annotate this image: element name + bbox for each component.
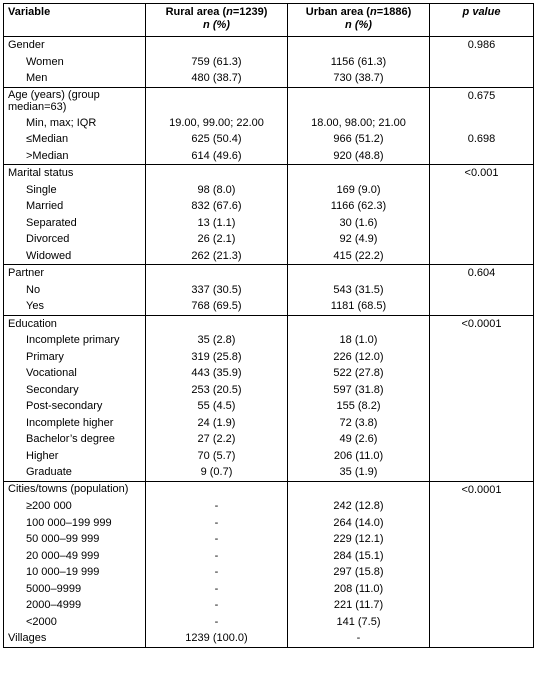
row-label: Married [4, 198, 146, 215]
table-group [4, 87, 534, 165]
row-label: Min, max; IQR [4, 115, 146, 132]
table-row [4, 564, 534, 581]
row-urban-value: 229 (12.1) [288, 531, 430, 548]
table-row [4, 349, 534, 366]
row-label: Incomplete primary [4, 332, 146, 349]
group-pvalue: <0.0001 [430, 481, 534, 498]
row-pvalue [430, 115, 534, 132]
group-urban-cell [288, 315, 430, 332]
group-label: Age (years) (group median=63) [4, 87, 146, 115]
group-rural-cell [146, 37, 288, 54]
group-pvalue: 0.986 [430, 37, 534, 54]
table-header [4, 4, 534, 37]
table-row [4, 332, 534, 349]
table-row [4, 70, 534, 87]
row-pvalue [430, 198, 534, 215]
table-row [4, 54, 534, 71]
table-row [4, 398, 534, 415]
row-urban-value: 18 (1.0) [288, 332, 430, 349]
table-row [4, 581, 534, 598]
table-row [4, 531, 534, 548]
row-pvalue [430, 581, 534, 598]
row-pvalue [430, 564, 534, 581]
row-urban-value: 221 (11.7) [288, 597, 430, 614]
group-pvalue: <0.0001 [430, 315, 534, 332]
header-urban [288, 4, 430, 37]
table-row [4, 548, 534, 565]
comparison-table [3, 3, 534, 648]
row-urban-value: 1181 (68.5) [288, 298, 430, 315]
table-row [4, 298, 534, 315]
row-pvalue [430, 448, 534, 465]
row-pvalue [430, 365, 534, 382]
row-pvalue [430, 464, 534, 481]
row-pvalue [430, 398, 534, 415]
table-row-tail [4, 630, 534, 647]
row-rural-value: 614 (49.6) [146, 148, 288, 165]
header-variable: Variable [4, 4, 146, 37]
row-label: Post-secondary [4, 398, 146, 415]
group-header-row [4, 87, 534, 115]
group-header-row [4, 481, 534, 498]
row-pvalue [430, 282, 534, 299]
table-row [4, 415, 534, 432]
row-label: Secondary [4, 382, 146, 399]
row-label: Widowed [4, 248, 146, 265]
row-rural-value: 319 (25.8) [146, 349, 288, 366]
row-urban-value: 242 (12.8) [288, 498, 430, 515]
table-row [4, 614, 534, 631]
group-rural-cell [146, 265, 288, 282]
table-row [4, 597, 534, 614]
row-label: 20 000–49 999 [4, 548, 146, 565]
group-pvalue: 0.604 [430, 265, 534, 282]
group-label: Gender [4, 37, 146, 54]
row-pvalue [430, 382, 534, 399]
group-urban-cell [288, 265, 430, 282]
row-rural-value: 1239 (100.0) [146, 630, 288, 647]
table-row [4, 248, 534, 265]
row-urban-value: 966 (51.2) [288, 131, 430, 148]
row-rural-value: - [146, 498, 288, 515]
row-urban-value: 35 (1.9) [288, 464, 430, 481]
group-pvalue: 0.675 [430, 87, 534, 115]
header-urban-title: Urban area (n=1886) [305, 6, 412, 18]
row-label: Divorced [4, 231, 146, 248]
row-label: 50 000–99 999 [4, 531, 146, 548]
row-pvalue [430, 215, 534, 232]
row-urban-value: 141 (7.5) [288, 614, 430, 631]
row-pvalue [430, 148, 534, 165]
row-urban-value: 49 (2.6) [288, 431, 430, 448]
row-label: Bachelor’s degree [4, 431, 146, 448]
row-label: >Median [4, 148, 146, 165]
row-pvalue [430, 182, 534, 199]
row-label: Graduate [4, 464, 146, 481]
row-rural-value: 443 (35.9) [146, 365, 288, 382]
row-pvalue [430, 548, 534, 565]
row-rural-value: 480 (38.7) [146, 70, 288, 87]
row-pvalue [430, 415, 534, 432]
row-pvalue [430, 248, 534, 265]
row-label: No [4, 282, 146, 299]
group-urban-cell [288, 37, 430, 54]
group-header-row [4, 37, 534, 54]
table-row [4, 464, 534, 481]
table-row [4, 431, 534, 448]
row-label: Primary [4, 349, 146, 366]
row-pvalue [430, 332, 534, 349]
row-urban-value: 226 (12.0) [288, 349, 430, 366]
table-group [4, 37, 534, 88]
row-pvalue [430, 531, 534, 548]
row-label: Single [4, 182, 146, 199]
row-pvalue [430, 597, 534, 614]
group-rural-cell [146, 87, 288, 115]
row-label: Vocational [4, 365, 146, 382]
row-pvalue [430, 498, 534, 515]
row-rural-value: 27 (2.2) [146, 431, 288, 448]
row-rural-value: - [146, 515, 288, 532]
row-urban-value: 264 (14.0) [288, 515, 430, 532]
row-rural-value: 253 (20.5) [146, 382, 288, 399]
row-pvalue [430, 298, 534, 315]
row-pvalue: 0.698 [430, 131, 534, 148]
row-label: 5000–9999 [4, 581, 146, 598]
group-label: Cities/towns (population) [4, 481, 146, 498]
data-table-container [3, 3, 533, 648]
table-group [4, 265, 534, 316]
row-rural-value: - [146, 564, 288, 581]
row-urban-value: 208 (11.0) [288, 581, 430, 598]
row-rural-value: 35 (2.8) [146, 332, 288, 349]
row-rural-value: 98 (8.0) [146, 182, 288, 199]
row-label: ≤Median [4, 131, 146, 148]
row-urban-value: 206 (11.0) [288, 448, 430, 465]
row-urban-value: 18.00, 98.00; 21.00 [288, 115, 430, 132]
header-rural-title: Rural area (n=1239) [165, 6, 268, 18]
table-row [4, 382, 534, 399]
row-label: Villages [4, 630, 146, 647]
row-rural-value: 19.00, 99.00; 22.00 [146, 115, 288, 132]
row-label: <2000 [4, 614, 146, 631]
row-urban-value: - [288, 630, 430, 647]
row-label: ≥200 000 [4, 498, 146, 515]
row-urban-value: 522 (27.8) [288, 365, 430, 382]
row-urban-value: 92 (4.9) [288, 231, 430, 248]
row-rural-value: 55 (4.5) [146, 398, 288, 415]
row-rural-value: 768 (69.5) [146, 298, 288, 315]
row-urban-value: 1156 (61.3) [288, 54, 430, 71]
group-pvalue: <0.001 [430, 165, 534, 182]
row-urban-value: 920 (48.8) [288, 148, 430, 165]
row-pvalue [430, 231, 534, 248]
row-label: 2000–4999 [4, 597, 146, 614]
group-rural-cell [146, 165, 288, 182]
row-pvalue [430, 515, 534, 532]
row-rural-value: 832 (67.6) [146, 198, 288, 215]
row-urban-value: 730 (38.7) [288, 70, 430, 87]
table-row [4, 448, 534, 465]
row-urban-value: 543 (31.5) [288, 282, 430, 299]
row-rural-value: - [146, 614, 288, 631]
row-rural-value: 625 (50.4) [146, 131, 288, 148]
row-urban-value: 1166 (62.3) [288, 198, 430, 215]
header-row [4, 4, 534, 37]
table-row [4, 231, 534, 248]
table-row [4, 515, 534, 532]
header-rural [146, 4, 288, 37]
row-urban-value: 597 (31.8) [288, 382, 430, 399]
row-urban-value: 155 (8.2) [288, 398, 430, 415]
row-urban-value: 297 (15.8) [288, 564, 430, 581]
row-urban-value: 284 (15.1) [288, 548, 430, 565]
row-rural-value: - [146, 581, 288, 598]
group-urban-cell [288, 481, 430, 498]
row-label: Separated [4, 215, 146, 232]
table-row [4, 115, 534, 132]
row-urban-value: 415 (22.2) [288, 248, 430, 265]
row-rural-value: 759 (61.3) [146, 54, 288, 71]
row-label: Higher [4, 448, 146, 465]
group-label: Partner [4, 265, 146, 282]
row-label: Women [4, 54, 146, 71]
table-group [4, 481, 534, 647]
row-label: Yes [4, 298, 146, 315]
row-pvalue [430, 54, 534, 71]
row-label: 100 000–199 999 [4, 515, 146, 532]
table-row [4, 215, 534, 232]
table-row [4, 131, 534, 148]
row-label: Incomplete higher [4, 415, 146, 432]
table-row [4, 182, 534, 199]
group-label: Education [4, 315, 146, 332]
row-rural-value: - [146, 597, 288, 614]
group-header-row [4, 315, 534, 332]
row-pvalue [430, 431, 534, 448]
table-row [4, 365, 534, 382]
row-pvalue [430, 614, 534, 631]
header-pvalue: p value [430, 4, 534, 37]
row-pvalue [430, 349, 534, 366]
row-label: Men [4, 70, 146, 87]
table-group [4, 315, 534, 481]
row-pvalue [430, 630, 534, 647]
row-rural-value: 337 (30.5) [146, 282, 288, 299]
row-pvalue [430, 70, 534, 87]
header-rural-sub: n (%) [203, 19, 230, 31]
row-rural-value: - [146, 548, 288, 565]
row-rural-value: 70 (5.7) [146, 448, 288, 465]
row-urban-value: 169 (9.0) [288, 182, 430, 199]
row-urban-value: 30 (1.6) [288, 215, 430, 232]
table-group [4, 165, 534, 265]
row-label: 10 000–19 999 [4, 564, 146, 581]
row-rural-value: 26 (2.1) [146, 231, 288, 248]
table-row [4, 282, 534, 299]
group-urban-cell [288, 165, 430, 182]
row-urban-value: 72 (3.8) [288, 415, 430, 432]
row-rural-value: - [146, 531, 288, 548]
row-rural-value: 13 (1.1) [146, 215, 288, 232]
header-urban-sub: n (%) [345, 19, 372, 31]
row-rural-value: 262 (21.3) [146, 248, 288, 265]
group-header-row [4, 265, 534, 282]
row-rural-value: 9 (0.7) [146, 464, 288, 481]
table-row [4, 198, 534, 215]
group-label: Marital status [4, 165, 146, 182]
table-row [4, 498, 534, 515]
group-urban-cell [288, 87, 430, 115]
group-rural-cell [146, 481, 288, 498]
row-rural-value: 24 (1.9) [146, 415, 288, 432]
group-rural-cell [146, 315, 288, 332]
table-row [4, 148, 534, 165]
group-header-row [4, 165, 534, 182]
